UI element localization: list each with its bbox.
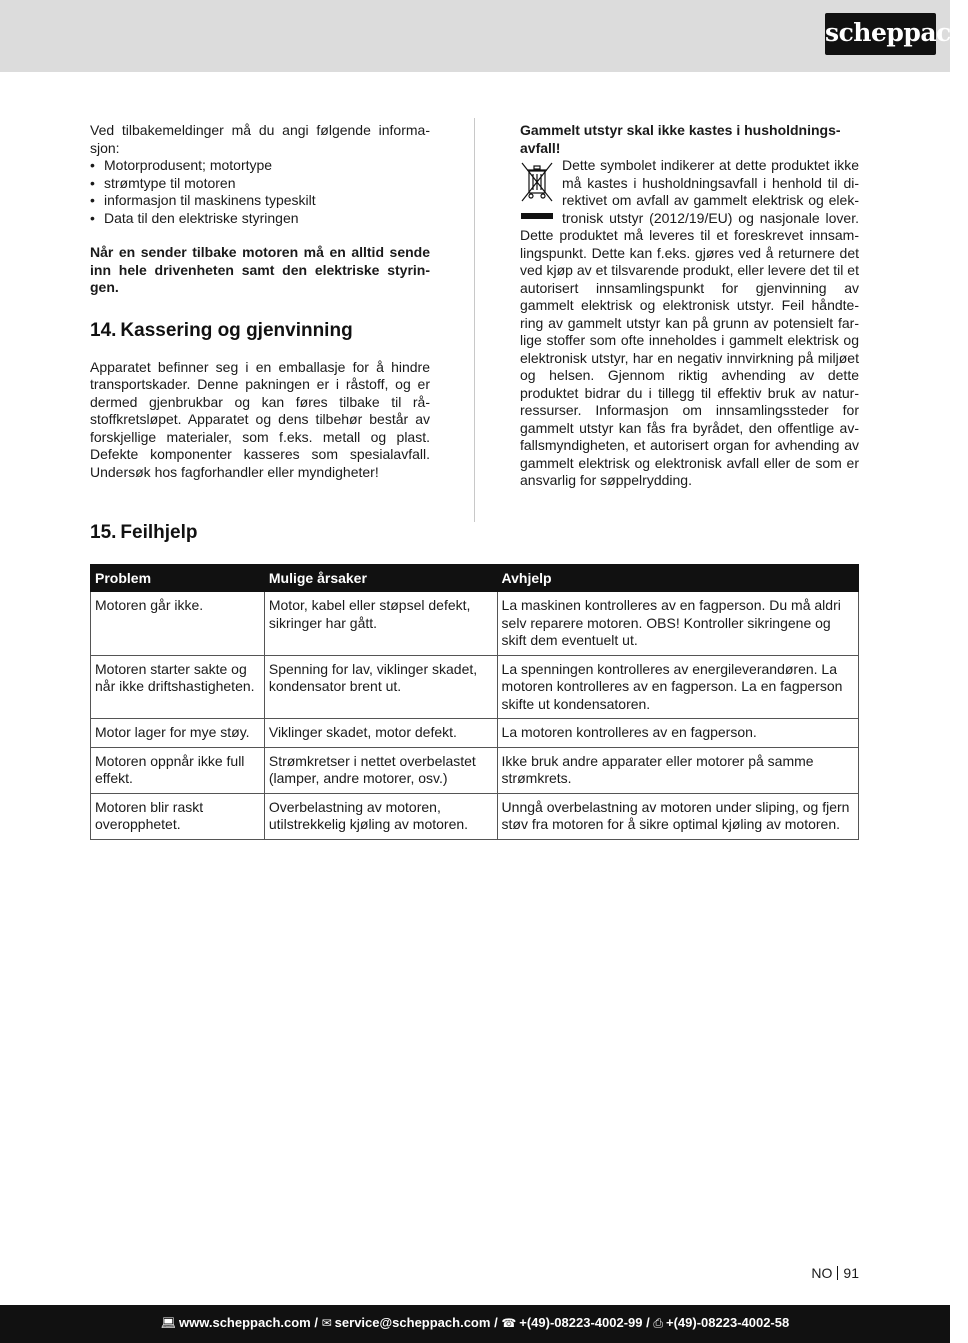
footer-separator: / bbox=[314, 1315, 318, 1330]
table-cell: Viklinger skadet, motor defekt. bbox=[264, 719, 497, 748]
table-cell: Strømkretser i nettet overbelastet (lamper, andre motorer, osv.) bbox=[264, 747, 497, 793]
section-title: Feilhjelp bbox=[120, 522, 198, 543]
table-cell: La motoren kontrolleres av en fagperson. bbox=[497, 719, 858, 748]
language-code: NO bbox=[811, 1265, 833, 1281]
table-header-row bbox=[91, 565, 859, 592]
table-cell: Motor, kabel eller støpsel defekt, sikringer har gått. bbox=[264, 592, 497, 656]
footer-web[interactable]: www.scheppach.com bbox=[179, 1315, 311, 1330]
computer-icon: 💻︎ bbox=[160, 1316, 176, 1330]
table-row bbox=[91, 592, 859, 656]
table-cell: Overbelastning av motoren, utilstrekkelig kjøling av motoren. bbox=[264, 793, 497, 839]
column-divider bbox=[474, 118, 475, 522]
crossed-out-wheelie-bin-icon bbox=[520, 159, 556, 221]
table-cell: Motoren går ikke. bbox=[91, 592, 265, 656]
bin-underline-bar bbox=[521, 213, 553, 219]
table-cell: Motor lager for mye støy. bbox=[91, 719, 265, 748]
troubleshooting-table bbox=[90, 564, 859, 840]
section-number: 14. bbox=[90, 319, 117, 341]
table-row bbox=[91, 793, 859, 839]
table-row bbox=[91, 655, 859, 719]
page-number-value: 91 bbox=[843, 1265, 859, 1281]
page-number bbox=[811, 1265, 859, 1281]
disposal-text: Apparatet befinner seg i en emballasje for å hindre transportskader. Denne pakningen er i råstoff, og er dermed gjenbrukbar og kan føres tilbake til rå-stoffkretsløpet. Apparatet og dens tilbehør består av forskjellige materialer, som f.eks. metall og plast. Defekte komponenter kasseres som spesialavfall. Undersøk hos fagforhandler eller myndigheter! bbox=[90, 358, 430, 480]
footer-email[interactable]: service@scheppach.com bbox=[334, 1315, 491, 1330]
footer-separator: / bbox=[494, 1315, 498, 1330]
brand-logo: scheppach bbox=[825, 13, 936, 55]
info-bullet-list bbox=[90, 157, 430, 227]
list-item: • Data til den elektriske styringen bbox=[90, 210, 430, 228]
footer-fax: +(49)-08223-4002-58 bbox=[665, 1315, 790, 1330]
column-header-causes: Mulige årsaker bbox=[264, 565, 497, 592]
table-cell: Spenning for lav, viklinger skadet, kondensator brent ut. bbox=[264, 655, 497, 719]
footer-separator: / bbox=[646, 1315, 650, 1330]
section-15-heading-wrap bbox=[90, 521, 198, 545]
table-cell: Motoren oppnår ikke full effekt. bbox=[91, 747, 265, 793]
footer-bar bbox=[0, 1305, 950, 1343]
table-cell: La maskinen kontrolleres av en fagperson. Du må aldri selv reparere motoren. OBS! Kontroller sikringene og skift dem eventuelt ut. bbox=[497, 592, 858, 656]
weee-text: Dette symbolet indikerer at dette produktet ikke må kastes i husholdningsavfall i henhold til di-rektivet om avfall av gammelt elektrisk og elek-tronisk utstyr (2012/19/EU) og nasjonale lover. Dette produktet må leveres til et foreskrevet innsam-lingspunkt. Dette kan f.eks. gjøres ved å returnere det ved kjøp av et tilsvarende produkt, eller levere det til et autorisert innsamlingspunkt for gjenvinning av gammelt elektrisk og elektronisk utstyr. Feil håndte-ring av gammelt utstyr kan på grunn av potensielt far-lige stoffer som ofte inneholdes i gammelt elektrisk og elektronisk utstyr, har en negativ innvirkning på miljøet og helsen. Gjennom riktig avhending av dette produktet bidrar du i tillegg til effektiv bruk av natur-ressurser. Informasjon om innsamlingssteder for gammelt utstyr kan fås fra byrådet, den offentlige av-fallsmyndigheten, et autorisert organ for avhending av gammelt elektrisk og elektronisk avfall eller de som er ansvarlig for søppelrydding. bbox=[520, 157, 859, 488]
section-number: 15. bbox=[90, 522, 117, 543]
list-item: • Motorprodusent; motortype bbox=[90, 157, 430, 175]
list-item: • informasjon til maskinens typeskilt bbox=[90, 192, 430, 210]
table-cell: Ikke bruk andre apparater eller motorer på samme strømkrets. bbox=[497, 747, 858, 793]
table-cell: Unngå overbelastning av motoren under sliping, og fjern støv fra motoren for å sikre optimal kjøling av motoren. bbox=[497, 793, 858, 839]
intro-text: Ved tilbakemeldinger må du angi følgende informa-sjon: bbox=[90, 122, 430, 156]
table-row bbox=[91, 747, 859, 793]
table-cell: Motoren blir raskt overopphetet. bbox=[91, 793, 265, 839]
return-note: Når en sender tilbake motoren må en alltid sende inn hele drivenheten samt den elektriske styrin-gen. bbox=[90, 244, 430, 295]
table-cell: La spenningen kontrolleres av energileverandøren. La motoren kontrolleres av en fagperson. La en fagperson skifte ut kondensatoren. bbox=[497, 655, 858, 719]
right-column bbox=[520, 122, 859, 490]
page-number-separator bbox=[837, 1266, 838, 1280]
mail-icon: ✉ bbox=[321, 1316, 332, 1330]
weee-heading: Gammelt utstyr skal ikke kastes i husholdnings-avfall! bbox=[520, 122, 841, 156]
left-column bbox=[90, 122, 430, 481]
fax-icon: ⎙ bbox=[653, 1316, 663, 1330]
section-15-heading bbox=[90, 521, 198, 545]
header-bar bbox=[0, 0, 968, 72]
column-header-remedy: Avhjelp bbox=[497, 565, 858, 592]
table-cell: Motoren starter sakte og når ikke driftshastigheten. bbox=[91, 655, 265, 719]
section-14-heading bbox=[90, 319, 430, 343]
section-title: Kassering og gjenvinning bbox=[120, 319, 353, 341]
table-row bbox=[91, 719, 859, 748]
column-header-problem: Problem bbox=[91, 565, 265, 592]
phone-icon: ☎ bbox=[501, 1316, 517, 1330]
footer-phone: +(49)-08223-4002-99 bbox=[519, 1315, 643, 1330]
list-item: • strømtype til motoren bbox=[90, 175, 430, 193]
